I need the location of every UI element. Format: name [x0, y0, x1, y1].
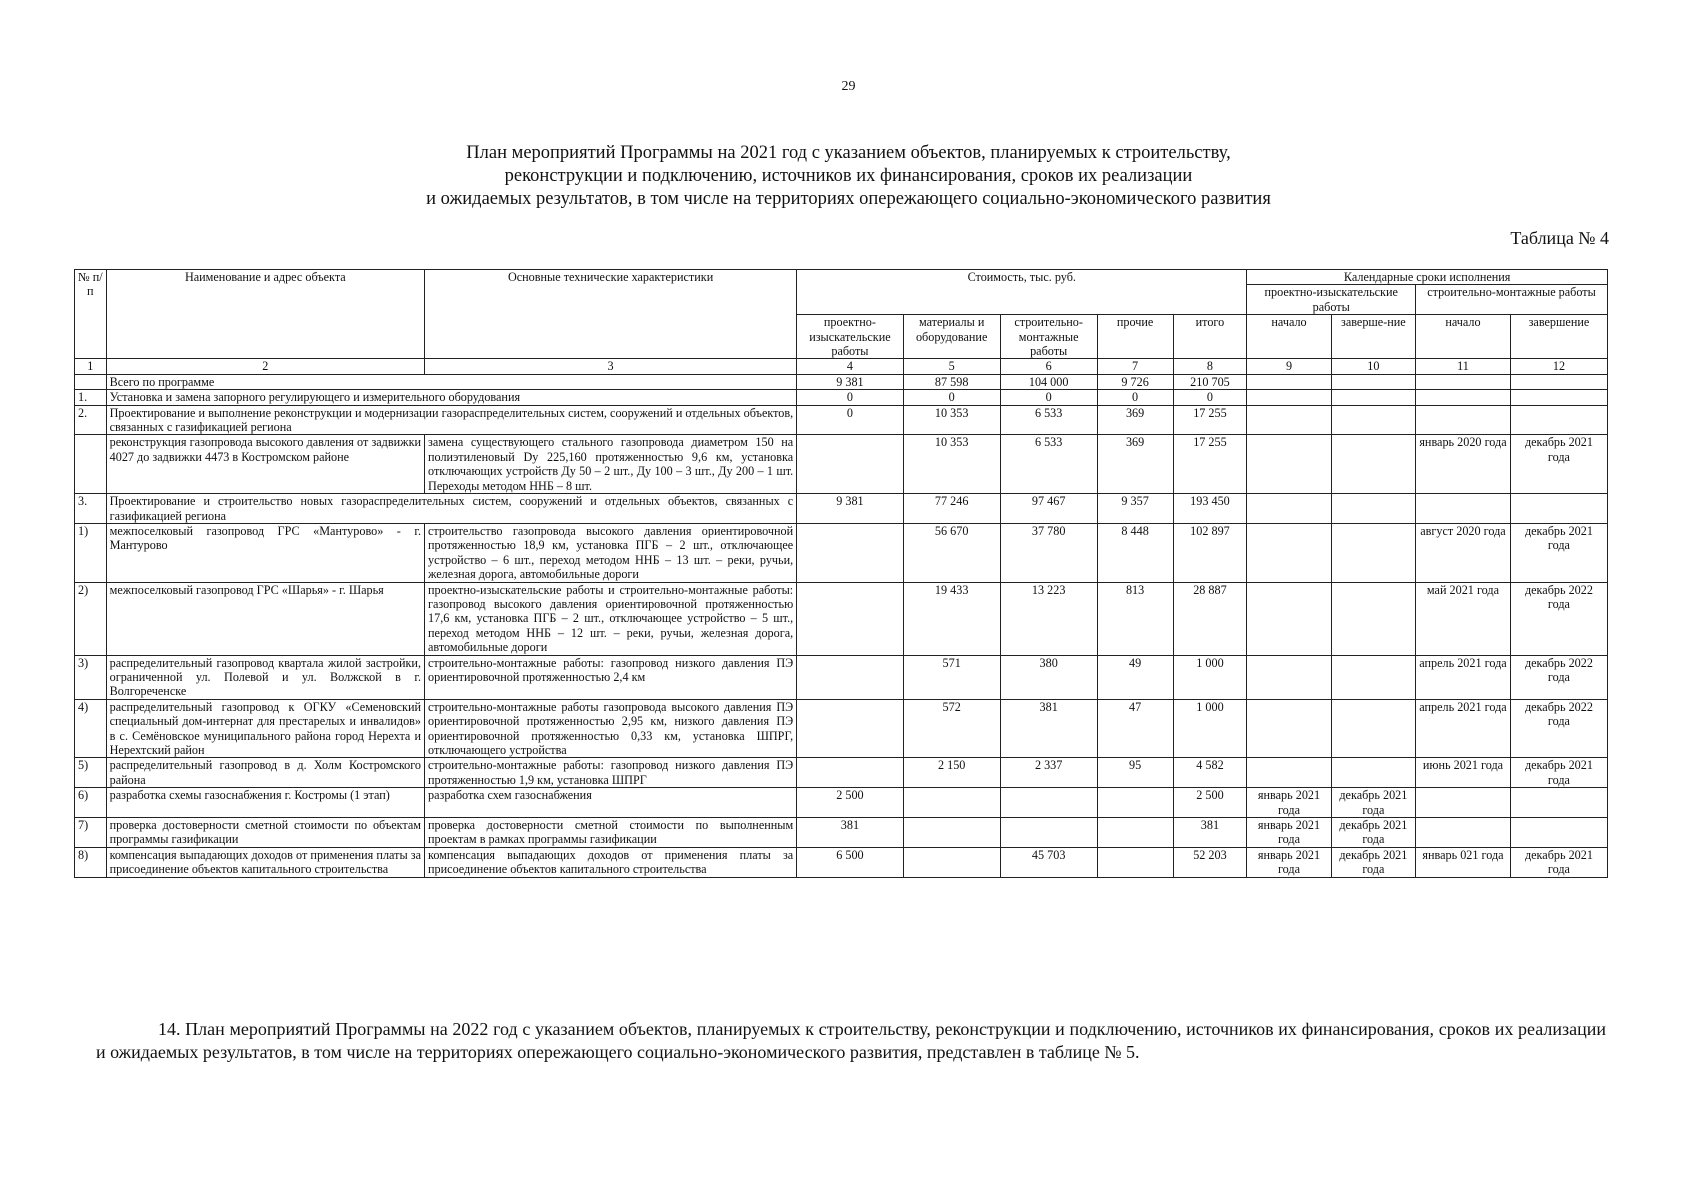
empty-cell — [1331, 405, 1415, 435]
title-line-2: реконструкции и подключению, источников их финансирования, сроков их реализации — [504, 166, 1193, 186]
column-number-row — [75, 359, 1608, 374]
column-number: 11 — [1416, 359, 1511, 374]
construction-end: декабрь 2022 года — [1510, 655, 1607, 699]
design-end — [1331, 582, 1415, 655]
total-num — [75, 374, 107, 389]
empty-cell — [1510, 374, 1607, 389]
cost-materials — [903, 788, 1000, 818]
cost-materials: 10 353 — [903, 435, 1000, 494]
empty-cell — [1247, 405, 1331, 435]
construction-end: декабрь 2021 года — [1510, 758, 1607, 788]
object-name: проверка достоверности сметной стоимости по объектам программы газификации — [106, 818, 424, 848]
design-start: январь 2021 года — [1247, 818, 1331, 848]
cost-materials: 571 — [903, 655, 1000, 699]
header-cost-materials: материалы и оборудование — [903, 315, 1000, 359]
design-start — [1247, 582, 1331, 655]
header-cost-other: прочие — [1097, 315, 1173, 359]
table-row — [75, 847, 1608, 877]
table-row — [75, 758, 1608, 788]
row-num: 1) — [75, 523, 107, 582]
design-end — [1331, 699, 1415, 758]
construction-end: декабрь 2022 года — [1510, 699, 1607, 758]
total-materials-cost: 87 598 — [903, 374, 1000, 389]
cost-construction: 2 337 — [1000, 758, 1097, 788]
table-row — [75, 655, 1608, 699]
design-end: декабрь 2021 года — [1331, 818, 1415, 848]
object-name: реконструкция газопровода высокого давления от задвижки 4027 до задвижки 4473 в Костромском районе — [106, 435, 424, 494]
cost-design — [797, 582, 903, 655]
title-line-3: и ожидаемых результатов, в том числе на территориях опережающего социально-экономического развития — [426, 189, 1271, 209]
cost-other: 813 — [1097, 582, 1173, 655]
cost-other — [1097, 847, 1173, 877]
header-design-end: заверше-ние — [1331, 315, 1415, 359]
table-row — [75, 582, 1608, 655]
header-construction-end: завершение — [1510, 315, 1607, 359]
section-design-cost: 0 — [797, 405, 903, 435]
cost-construction: 6 533 — [1000, 435, 1097, 494]
section-materials-cost: 77 246 — [903, 494, 1000, 524]
empty-cell — [1416, 494, 1511, 524]
cost-construction: 37 780 — [1000, 523, 1097, 582]
design-start — [1247, 523, 1331, 582]
cost-design — [797, 523, 903, 582]
row-num: 7) — [75, 818, 107, 848]
section-materials-cost: 0 — [903, 390, 1000, 405]
object-name: межпоселковый газопровод ГРС «Шарья» - г. Шарья — [106, 582, 424, 655]
plan-table — [74, 269, 1608, 878]
section-design-cost: 0 — [797, 390, 903, 405]
cost-design — [797, 699, 903, 758]
object-tech: проверка достоверности сметной стоимости по выполненным проектам в рамках программы газификации — [425, 818, 797, 848]
row-num: 3) — [75, 655, 107, 699]
cost-other — [1097, 788, 1173, 818]
section-other-cost: 369 — [1097, 405, 1173, 435]
section-row — [75, 494, 1608, 524]
total-label: Всего по программе — [106, 374, 797, 389]
construction-end: декабрь 2021 года — [1510, 435, 1607, 494]
object-name: распределительный газопровод в д. Холм Костромского района — [106, 758, 424, 788]
total-design-cost: 9 381 — [797, 374, 903, 389]
design-start — [1247, 758, 1331, 788]
column-number: 2 — [106, 359, 424, 374]
object-tech: строительно-монтажные работы: газопровод низкого давления ПЭ ориентировочной протяженностью 2,4 км — [425, 655, 797, 699]
cost-design — [797, 655, 903, 699]
empty-cell — [1247, 390, 1331, 405]
header-construction-works: строительно-монтажные работы — [1416, 285, 1608, 315]
cost-construction: 13 223 — [1000, 582, 1097, 655]
table-header — [75, 270, 1608, 375]
construction-start: август 2020 года — [1416, 523, 1511, 582]
empty-cell — [1416, 405, 1511, 435]
cost-materials: 56 670 — [903, 523, 1000, 582]
section-num: 1. — [75, 390, 107, 405]
column-number: 9 — [1247, 359, 1331, 374]
cost-total: 28 887 — [1173, 582, 1247, 655]
section-total: 193 450 — [1173, 494, 1247, 524]
empty-cell — [1510, 494, 1607, 524]
cost-materials — [903, 847, 1000, 877]
empty-cell — [1510, 405, 1607, 435]
design-start — [1247, 699, 1331, 758]
cost-other: 8 448 — [1097, 523, 1173, 582]
construction-start: апрель 2021 года — [1416, 655, 1511, 699]
cost-design — [797, 758, 903, 788]
object-tech: проектно-изыскательские работы и строительно-монтажные работы: газопровод высокого давления ориентировочной протяженностью 17,6 км, установка ПГБ – 2 шт., отключающее устройство – 5 шт., переход методом ННБ – 12 шт. – реки, ручьи, железная дорога, автомобильные дороги — [425, 582, 797, 655]
object-name: распределительный газопровод квартала жилой застройки, ограниченной ул. Полевой и ул. Волжской в г. Волгореченске — [106, 655, 424, 699]
column-number: 10 — [1331, 359, 1415, 374]
design-start: январь 2021 года — [1247, 788, 1331, 818]
total-other-cost: 9 726 — [1097, 374, 1173, 389]
cost-total: 17 255 — [1173, 435, 1247, 494]
row-num: 6) — [75, 788, 107, 818]
cost-total: 1 000 — [1173, 655, 1247, 699]
design-end — [1331, 523, 1415, 582]
section-other-cost: 0 — [1097, 390, 1173, 405]
empty-cell — [1247, 374, 1331, 389]
table-caption: Таблица № 4 — [1510, 228, 1609, 248]
construction-end — [1510, 818, 1607, 848]
section-total: 0 — [1173, 390, 1247, 405]
construction-start — [1416, 788, 1511, 818]
row-num: 2) — [75, 582, 107, 655]
cost-materials: 2 150 — [903, 758, 1000, 788]
header-name: Наименование и адрес объекта — [106, 270, 424, 359]
cost-total: 1 000 — [1173, 699, 1247, 758]
construction-start: июнь 2021 года — [1416, 758, 1511, 788]
object-name: разработка схемы газоснабжения г. Костромы (1 этап) — [106, 788, 424, 818]
section-construction-cost: 0 — [1000, 390, 1097, 405]
construction-start: апрель 2021 года — [1416, 699, 1511, 758]
construction-start: январь 2020 года — [1416, 435, 1511, 494]
section-label: Установка и замена запорного регулирующего и измерительного оборудования — [106, 390, 797, 405]
design-end — [1331, 758, 1415, 788]
total-row — [75, 374, 1608, 389]
cost-total: 102 897 — [1173, 523, 1247, 582]
object-name: компенсация выпадающих доходов от применения платы за присоединение объектов капитального строительства — [106, 847, 424, 877]
header-num: № п/п — [75, 270, 107, 359]
cost-total: 52 203 — [1173, 847, 1247, 877]
cost-materials: 19 433 — [903, 582, 1000, 655]
table-body — [75, 374, 1608, 877]
cost-other — [1097, 818, 1173, 848]
object-name: межпоселковый газопровод ГРС «Мантурово» - г. Мантурово — [106, 523, 424, 582]
construction-end — [1510, 788, 1607, 818]
total-sum: 210 705 — [1173, 374, 1247, 389]
section-materials-cost: 10 353 — [903, 405, 1000, 435]
column-number: 6 — [1000, 359, 1097, 374]
table-row — [75, 699, 1608, 758]
cost-materials — [903, 818, 1000, 848]
cost-total: 2 500 — [1173, 788, 1247, 818]
empty-cell — [1416, 390, 1511, 405]
object-tech: строительно-монтажные работы газопровода высокого давления ПЭ ориентировочной протяженностью 2,95 км, низкого давления ПЭ ориентировочной протяженностью 0,33 км, установка ШПРГ, отключающего устройства — [425, 699, 797, 758]
header-design-start: начало — [1247, 315, 1331, 359]
design-end: декабрь 2021 года — [1331, 788, 1415, 818]
row-num: 4) — [75, 699, 107, 758]
cost-other: 95 — [1097, 758, 1173, 788]
cost-other: 47 — [1097, 699, 1173, 758]
section-label: Проектирование и строительство новых газораспределительных систем, сооружений и отдельных объектов, связанных с газификацией региона — [106, 494, 797, 524]
cost-construction: 381 — [1000, 699, 1097, 758]
column-number: 8 — [1173, 359, 1247, 374]
cost-other: 369 — [1097, 435, 1173, 494]
object-tech: строительно-монтажные работы: газопровод низкого давления ПЭ протяженностью 1,9 км, установка ШПРГ — [425, 758, 797, 788]
total-construction-cost: 104 000 — [1000, 374, 1097, 389]
header-tech: Основные технические характеристики — [425, 270, 797, 359]
footer-paragraph: 14. План мероприятий Программы на 2022 год с указанием объектов, планируемых к строительству, реконструкции и подключению, источников их финансирования, сроков их реализации и ожидаемых результатов, в том числе на территориях опережающего социально-экономического развития, представлен в таблице № 5. — [96, 1019, 1606, 1062]
header-construction-start: начало — [1416, 315, 1511, 359]
cost-total: 381 — [1173, 818, 1247, 848]
section-row — [75, 405, 1608, 435]
cost-construction — [1000, 818, 1097, 848]
section-other-cost: 9 357 — [1097, 494, 1173, 524]
section-num: 3. — [75, 494, 107, 524]
construction-start — [1416, 818, 1511, 848]
design-end: декабрь 2021 года — [1331, 847, 1415, 877]
empty-cell — [1510, 390, 1607, 405]
header-cost-design: проектно-изыскательские работы — [797, 315, 903, 359]
section-num: 2. — [75, 405, 107, 435]
row-num — [75, 435, 107, 494]
table-row — [75, 818, 1608, 848]
page-number: 29 — [841, 79, 856, 94]
design-start — [1247, 435, 1331, 494]
cost-construction: 380 — [1000, 655, 1097, 699]
column-number: 1 — [75, 359, 107, 374]
section-construction-cost: 97 467 — [1000, 494, 1097, 524]
cost-total: 4 582 — [1173, 758, 1247, 788]
design-start: январь 2021 года — [1247, 847, 1331, 877]
empty-cell — [1331, 494, 1415, 524]
header-cost-total: итого — [1173, 315, 1247, 359]
cost-design — [797, 435, 903, 494]
title-line-1: План мероприятий Программы на 2021 год с указанием объектов, планируемых к строительству, — [466, 143, 1231, 163]
column-number: 3 — [425, 359, 797, 374]
section-design-cost: 9 381 — [797, 494, 903, 524]
construction-end: декабрь 2022 года — [1510, 582, 1607, 655]
cost-design: 381 — [797, 818, 903, 848]
section-total: 17 255 — [1173, 405, 1247, 435]
header-schedule: Календарные сроки исполнения — [1247, 270, 1608, 285]
section-label: Проектирование и выполнение реконструкции и модернизации газораспределительных систем, сооружений и отдельных объектов, связанных с газификацией региона — [106, 405, 797, 435]
design-end — [1331, 655, 1415, 699]
section-row — [75, 390, 1608, 405]
cost-construction — [1000, 788, 1097, 818]
object-tech: разработка схем газоснабжения — [425, 788, 797, 818]
column-number: 12 — [1510, 359, 1607, 374]
table-row — [75, 523, 1608, 582]
construction-start: май 2021 года — [1416, 582, 1511, 655]
table-row — [75, 788, 1608, 818]
section-construction-cost: 6 533 — [1000, 405, 1097, 435]
construction-end: декабрь 2021 года — [1510, 523, 1607, 582]
column-number: 4 — [797, 359, 903, 374]
empty-cell — [1331, 390, 1415, 405]
construction-start: январь 021 года — [1416, 847, 1511, 877]
cost-construction: 45 703 — [1000, 847, 1097, 877]
table-row — [75, 435, 1608, 494]
construction-end: декабрь 2021 года — [1510, 847, 1607, 877]
cost-other: 49 — [1097, 655, 1173, 699]
object-tech: строительство газопровода высокого давления ориентировочной протяженностью 18,9 км, установка ПГБ – 2 шт., отключающее устройство – 6 шт., переход методом ННБ – 13 шт. – реки, ручьи, железная дорога, автомобильные дороги — [425, 523, 797, 582]
column-number: 7 — [1097, 359, 1173, 374]
row-num: 5) — [75, 758, 107, 788]
header-cost: Стоимость, тыс. руб. — [797, 270, 1247, 315]
cost-design: 6 500 — [797, 847, 903, 877]
header-cost-construction: строительно-монтажные работы — [1000, 315, 1097, 359]
design-start — [1247, 655, 1331, 699]
cost-materials: 572 — [903, 699, 1000, 758]
object-tech: компенсация выпадающих доходов от применения платы за присоединение объектов капитального строительства — [425, 847, 797, 877]
header-design-works: проектно-изыскательские работы — [1247, 285, 1416, 315]
row-num: 8) — [75, 847, 107, 877]
design-end — [1331, 435, 1415, 494]
object-name: распределительный газопровод к ОГКУ «Семеновский специальный дом-интернат для престарелых и инвалидов» в с. Семёновское муниципального района город Нерехта и Нерехтский район — [106, 699, 424, 758]
document-title — [0, 142, 1697, 211]
empty-cell — [1247, 494, 1331, 524]
empty-cell — [1416, 374, 1511, 389]
column-number: 5 — [903, 359, 1000, 374]
empty-cell — [1331, 374, 1415, 389]
cost-design: 2 500 — [797, 788, 903, 818]
object-tech: замена существующего стального газопровода диаметром 150 на полиэтиленовый Dy 225,160 протяженностью 9,6 км, установка отключающих устройств Ду 50 – 2 шт., Ду 100 – 3 шт., Ду 200 – 1 шт. Переходы методом ННБ – 8 шт. — [425, 435, 797, 494]
